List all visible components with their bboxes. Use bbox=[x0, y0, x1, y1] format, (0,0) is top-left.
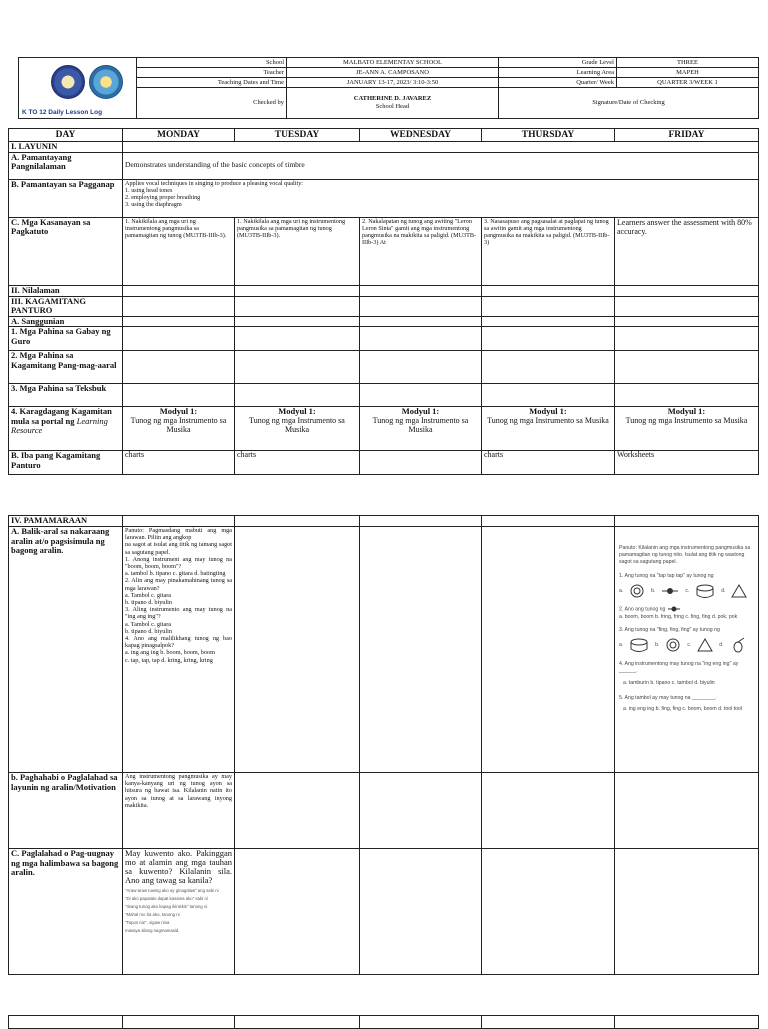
module-title: Modyul 1: bbox=[159, 406, 198, 416]
cell bbox=[360, 773, 482, 849]
cell bbox=[360, 296, 482, 316]
kagamitang-mag-aaral-row bbox=[9, 351, 759, 384]
paghahabi-label: b. Paghahabi o Paglalahad sa layunin ng aralin/Motivation bbox=[9, 773, 123, 849]
lesson-table-1 bbox=[8, 128, 759, 475]
nilalaman-title: II. Nilalaman bbox=[9, 285, 123, 296]
story-illustration bbox=[125, 887, 232, 935]
day-friday: FRIDAY bbox=[615, 129, 759, 142]
worksheet-friday bbox=[615, 527, 759, 773]
logos-cell bbox=[19, 58, 137, 119]
cell bbox=[123, 296, 235, 316]
quarter-week-value: QUARTER 3/WEEK 1 bbox=[617, 78, 759, 88]
balik-aral-row bbox=[9, 527, 759, 773]
cell bbox=[360, 527, 482, 773]
ws-q4-options: a. tamburin b. tipano c. tambol d. biyulin bbox=[623, 679, 715, 686]
day-wednesday: WEDNESDAY bbox=[360, 129, 482, 142]
pamamaraan-row bbox=[9, 516, 759, 527]
learning-resource-italic: Learning Resource bbox=[11, 415, 108, 435]
ws-q5: 5. Ang tambol ay may tunog na ________. bbox=[619, 694, 717, 701]
ws-q3: 3. Ang tunog na "fing, fing, fing" ay tunog ng bbox=[619, 627, 720, 634]
cell bbox=[123, 285, 235, 296]
story-line-3: "Mahal mo ba ako, tanong ni bbox=[125, 912, 180, 917]
iba-wednesday bbox=[360, 451, 482, 475]
ws-q3-opt-a: a. bbox=[619, 642, 624, 649]
cell bbox=[360, 351, 482, 384]
nilalaman-row bbox=[9, 285, 759, 296]
checked-by-label: Checked by bbox=[137, 88, 287, 119]
layunin-title: I. LAYUNIN bbox=[9, 142, 123, 153]
cell bbox=[360, 285, 482, 296]
ws-q1-opt-d: d. bbox=[721, 587, 726, 594]
school-value: MALBATO ELEMENTAY SCHOOL bbox=[287, 58, 499, 68]
module-friday bbox=[615, 407, 759, 451]
module-sub: Tunog ng mga Instrumento sa Musika bbox=[130, 416, 227, 434]
school-label: School bbox=[137, 58, 287, 68]
next-page-table-top bbox=[8, 1015, 759, 1029]
paghahabi-row bbox=[9, 773, 759, 849]
ba-line-8: a. Tambol c. gitara bbox=[125, 620, 172, 628]
teksbuk-label: 3. Mga Pahina sa Teksbuk bbox=[9, 384, 123, 407]
iba-monday: charts bbox=[123, 451, 235, 475]
tamburin-icon bbox=[629, 584, 645, 598]
day-tuesday: TUESDAY bbox=[235, 129, 360, 142]
pagganap-line-4: 3. using the diaphragm bbox=[125, 201, 182, 209]
cell bbox=[123, 316, 235, 327]
cell bbox=[235, 316, 360, 327]
iba-pang-kagamitan-row bbox=[9, 451, 759, 475]
ba-line-3: a. tambol b. tipano c. gitara d. batingting bbox=[125, 570, 226, 578]
cell bbox=[482, 1016, 615, 1029]
pamantayang-pangnilalaman-label: A. Pamantayang Pangnilalaman bbox=[9, 152, 123, 179]
cell bbox=[123, 327, 235, 351]
header-table bbox=[18, 57, 759, 119]
kasanayan-wednesday: 2. Nakalapatan ng tunog ang awiting "Leron Leron Sinta" gamit ang mga instrumentong pangmusika na makikita sa paligid. (MU3TB-IIIb-3) At bbox=[360, 217, 482, 285]
checker-role: School Head bbox=[375, 103, 410, 111]
iba-friday: Worksheets bbox=[615, 451, 759, 475]
cell bbox=[360, 384, 482, 407]
cell bbox=[482, 316, 615, 327]
ba-line-11: a. ing ang ing b. boom, boom, boom bbox=[125, 649, 215, 657]
module-thursday bbox=[482, 407, 615, 451]
module-title: Modyul 1: bbox=[529, 406, 567, 416]
cell bbox=[615, 384, 759, 407]
iba-thursday: charts bbox=[482, 451, 615, 475]
day-monday: MONDAY bbox=[123, 129, 235, 142]
cell bbox=[123, 1016, 235, 1029]
ws-instruction: Panuto: Kilalanin ang mga instrumentong pangmusika sa pamamagitan ng tunog nito. Isulat ang titik ng wastong sagot sa sagutang papel. bbox=[619, 545, 751, 566]
ws-q2-text: 2. Ano ang tunog ng bbox=[619, 606, 666, 613]
cell bbox=[615, 285, 759, 296]
triangle-icon bbox=[697, 638, 713, 652]
gabay-guro-row bbox=[9, 327, 759, 351]
cell bbox=[123, 384, 235, 407]
kasanayan-tuesday: 1. Nakikilala ang mga uri ng instrumentong pangmusika sa pamamagitan ng tunog (MU3TB-IIIb-3). bbox=[235, 217, 360, 285]
ba-line-6: b. tipano d. biyulin bbox=[125, 599, 172, 607]
karagdagang-kagamitan-label bbox=[9, 407, 123, 451]
cell bbox=[9, 1016, 123, 1029]
module-sub: Tunog ng mga Instrumento sa Musika bbox=[249, 416, 345, 434]
paglalahad-row bbox=[9, 849, 759, 975]
ws-q5-options: a. ing eng ing b. fing, fing c. boom, boom d. tool tool bbox=[623, 706, 743, 713]
deped-seal-logo bbox=[51, 65, 85, 99]
tipano-icon bbox=[661, 585, 679, 597]
day-thursday: THURSDAY bbox=[482, 129, 615, 142]
kagamitang-panturo-title: III. KAGAMITANG PANTURO bbox=[9, 296, 123, 316]
module-title: Modyul 1: bbox=[278, 406, 316, 416]
ws-q3-options bbox=[619, 637, 754, 653]
cell bbox=[615, 351, 759, 384]
grade-level-label: Grade Level bbox=[499, 58, 617, 68]
quarter-week-label: Quarter/ Week bbox=[499, 78, 617, 88]
ws-q3-opt-d: d. bbox=[719, 642, 724, 649]
pagganap-line-3: 2. employing proper breathing bbox=[125, 193, 201, 201]
violin-icon bbox=[729, 637, 747, 653]
paghahabi-monday: Ang instrumentong pangmusika ay may kanya-kanyang uri ng tunog ayon sa hitsura ng bawat isa. Kilalanin natin ito ayon sa tunog at sa larawang inyong makikita. bbox=[123, 773, 235, 849]
ws-q3-opt-c: c. bbox=[687, 642, 692, 649]
ws-q1: 1. Ang tunog na "tap tap tap" ay tunog ng bbox=[619, 572, 714, 579]
teksbuk-row bbox=[9, 384, 759, 407]
ba-line-12: c. tap, tap, tap d. kring, kring, kring bbox=[125, 656, 213, 664]
paglalahad-label: C. Paglalahad o Pag-uugnay ng mga halimbawa sa bagong aralin. bbox=[9, 849, 123, 975]
balik-aral-label: A. Balik-aral sa nakaraang aralin at/o pagsisimula ng bagong aralin. bbox=[9, 527, 123, 773]
cell bbox=[235, 516, 360, 527]
cell bbox=[482, 773, 615, 849]
cell bbox=[615, 516, 759, 527]
cell bbox=[482, 327, 615, 351]
day-header-row bbox=[9, 129, 759, 142]
layunin-row bbox=[9, 142, 759, 153]
kasanayan-friday: Learners answer the assessment with 80% accuracy. bbox=[615, 217, 759, 285]
cell bbox=[235, 384, 360, 407]
teaching-dates-label: Teaching Dates and Time bbox=[137, 78, 287, 88]
cell bbox=[123, 516, 235, 527]
module-monday bbox=[123, 407, 235, 451]
layunin-blank bbox=[123, 142, 759, 153]
cell bbox=[482, 527, 615, 773]
drum-icon bbox=[695, 583, 715, 599]
ws-q1-options bbox=[619, 583, 754, 599]
karagdagang-kagamitan-row bbox=[9, 407, 759, 451]
module-sub: Tunog ng mga Instrumento sa Musika bbox=[487, 416, 609, 425]
story-line-5: masaya silang nagmamasid. bbox=[125, 928, 180, 933]
pagganap-line-2: 1. using head tones bbox=[125, 186, 173, 194]
day-label: DAY bbox=[9, 129, 123, 142]
ba-line-2: 1. Anong instrument ang may tunog na "boom, boom, boom"? bbox=[125, 555, 232, 571]
cell bbox=[482, 516, 615, 527]
cell bbox=[235, 327, 360, 351]
pamantayan-pagganap-row bbox=[9, 179, 759, 217]
module-tuesday bbox=[235, 407, 360, 451]
ws-q3-opt-b: b. bbox=[655, 642, 660, 649]
lesson-table-2 bbox=[8, 515, 759, 975]
cell bbox=[482, 351, 615, 384]
ba-line-10: 4. Ano ang malilikhang tunog ng bao kapag pinagsalpok? bbox=[125, 635, 232, 650]
kasanayan-thursday: 3. Nasasapuso ang pagsasalat at paglapat ng tunog sa awitin gamit ang mga instrumentong pangmusika na makikita sa paligid. (MU3TB-IIIb-3) bbox=[482, 217, 615, 285]
story-line-0: "Araw-araw tuwing ako ay ginagalaw" ang sabi ni bbox=[125, 888, 219, 893]
cell bbox=[615, 849, 759, 975]
learning-area-label: Learning Area bbox=[499, 68, 617, 78]
cell bbox=[482, 296, 615, 316]
cell bbox=[235, 351, 360, 384]
teacher-label: Teacher bbox=[137, 68, 287, 78]
sanggunian-label: A. Sanggunian bbox=[9, 316, 123, 327]
pamantayan-pagganap-text bbox=[123, 179, 759, 217]
tamburin-icon bbox=[665, 638, 681, 652]
module-wednesday bbox=[360, 407, 482, 451]
cell bbox=[482, 384, 615, 407]
cell bbox=[235, 773, 360, 849]
ba-line-0: Panuto: Pagmasdang mabuti ang mga larawan. Piliin ang angkop bbox=[125, 527, 232, 542]
pamantayang-pangnilalaman-text: Demonstrates understanding of the basic concepts of timbre bbox=[123, 152, 759, 179]
ws-q4: 4. Ang instrumentong may tunog na "ing eng ing" ay ______. bbox=[619, 661, 739, 675]
module-title: Modyul 1: bbox=[401, 406, 440, 416]
pamamaraan-title: IV. PAMAMARAAN bbox=[9, 516, 123, 527]
karagdagang-prefix: 4. Karagdagang Kagamitan mula sa portal ng bbox=[11, 406, 112, 426]
checker-name: CATHERINE D. JAVAREZ bbox=[353, 95, 432, 103]
ba-line-4: 2. Alin ang may pinakamahinang tunog sa mga larawan? bbox=[125, 577, 232, 592]
ba-line-9: b. tipano d. biyulin bbox=[125, 627, 172, 635]
cell bbox=[615, 773, 759, 849]
cell bbox=[360, 516, 482, 527]
module-sub: Tunog ng mga Instrumento sa Musika bbox=[372, 416, 469, 434]
cell bbox=[360, 849, 482, 975]
cell bbox=[615, 316, 759, 327]
sanggunian-row bbox=[9, 316, 759, 327]
ba-line-7: 3. Aling instrumento ang may tunog na "ing ang ing"? bbox=[125, 606, 232, 621]
ws-q1-opt-b: b. bbox=[651, 587, 656, 594]
teacher-value: JE-ANN A. CAMPOSANO bbox=[287, 68, 499, 78]
pagganap-line-1: Applies vocal techniques in singing to produce a pleasing vocal quality: bbox=[125, 179, 304, 187]
paglalahad-text: May kuwento ako. Pakinggan mo at alamin ang mga tauhan sa kuwento? Kilalanin sila. Ano ang tawag sa kanila? bbox=[125, 848, 232, 885]
module-sub: Tunog ng mga Instrumento sa Musika bbox=[625, 416, 748, 425]
log-title: K TO 12 Daily Lesson Log bbox=[22, 109, 103, 116]
school-seal-logo bbox=[89, 65, 123, 99]
cell bbox=[482, 849, 615, 975]
cell bbox=[235, 527, 360, 773]
teaching-dates-value: JANUARY 13-17, 2023/ 3:10-3:50 bbox=[287, 78, 499, 88]
module-title: Modyul 1: bbox=[667, 406, 706, 416]
cell bbox=[235, 296, 360, 316]
gabay-guro-label: 1. Mga Pahina sa Gabay ng Guro bbox=[9, 327, 123, 351]
cell bbox=[615, 327, 759, 351]
ws-q1-opt-a: a. bbox=[619, 587, 624, 594]
ba-line-1: na sagot at isulat ang titik ng tamang sagot sa sagutang papel. bbox=[125, 541, 232, 556]
story-line-4: "Tapos na!", sigaw nina bbox=[125, 920, 170, 925]
story-line-2: "Iisang tunog ako kapag ikiniskis" tanong ni bbox=[125, 904, 208, 909]
cell bbox=[235, 849, 360, 975]
kagamitang-mag-aaral-label: 2. Mga Pahina sa Kagamitang Pang-mag-aaral bbox=[9, 351, 123, 384]
cell bbox=[482, 285, 615, 296]
triangle-icon bbox=[731, 584, 747, 598]
ws-q2 bbox=[619, 604, 754, 614]
kasanayan-monday: 1. Nakikilala ang mga uri ng instrumentong pangmusika sa pamamagitan ng tunog (MU3TB-IIIb-3). bbox=[123, 217, 235, 285]
balik-aral-monday bbox=[123, 527, 235, 773]
paglalahad-monday bbox=[123, 849, 235, 975]
learning-area-value: MAPEH bbox=[617, 68, 759, 78]
pamantayang-pangnilalaman-row bbox=[9, 152, 759, 179]
ba-line-5: a. Tambol c. gitara bbox=[125, 591, 172, 599]
cell bbox=[235, 285, 360, 296]
cell bbox=[615, 296, 759, 316]
cell bbox=[360, 327, 482, 351]
iba-pang-kagamitan-label: B. Iba pang Kagamitang Panturo bbox=[9, 451, 123, 475]
cell bbox=[235, 1016, 360, 1029]
kasanayan-row bbox=[9, 217, 759, 285]
grade-level-value: THREE bbox=[617, 58, 759, 68]
checker-cell bbox=[287, 88, 499, 119]
tipano-icon bbox=[667, 604, 681, 614]
ws-q1-opt-c: c. bbox=[685, 587, 690, 594]
cell bbox=[360, 1016, 482, 1029]
ws-q2-options: a. boom, boom b. fring, fring c. fing, fing d. pok, pok bbox=[619, 613, 738, 620]
story-line-1: "Di ako papatalo dapat kasama ako" sabi ni bbox=[125, 896, 208, 901]
cell bbox=[360, 316, 482, 327]
iba-tuesday: charts bbox=[235, 451, 360, 475]
pamantayan-pagganap-label: B. Pamantayan sa Pagganap bbox=[9, 179, 123, 217]
signature-label: Signature/Date of Checking bbox=[499, 88, 759, 119]
drum-icon bbox=[629, 637, 649, 653]
kagamitang-panturo-row bbox=[9, 296, 759, 316]
cell bbox=[615, 1016, 759, 1029]
kasanayan-label: C. Mga Kasanayan sa Pagkatuto bbox=[9, 217, 123, 285]
cell bbox=[123, 351, 235, 384]
